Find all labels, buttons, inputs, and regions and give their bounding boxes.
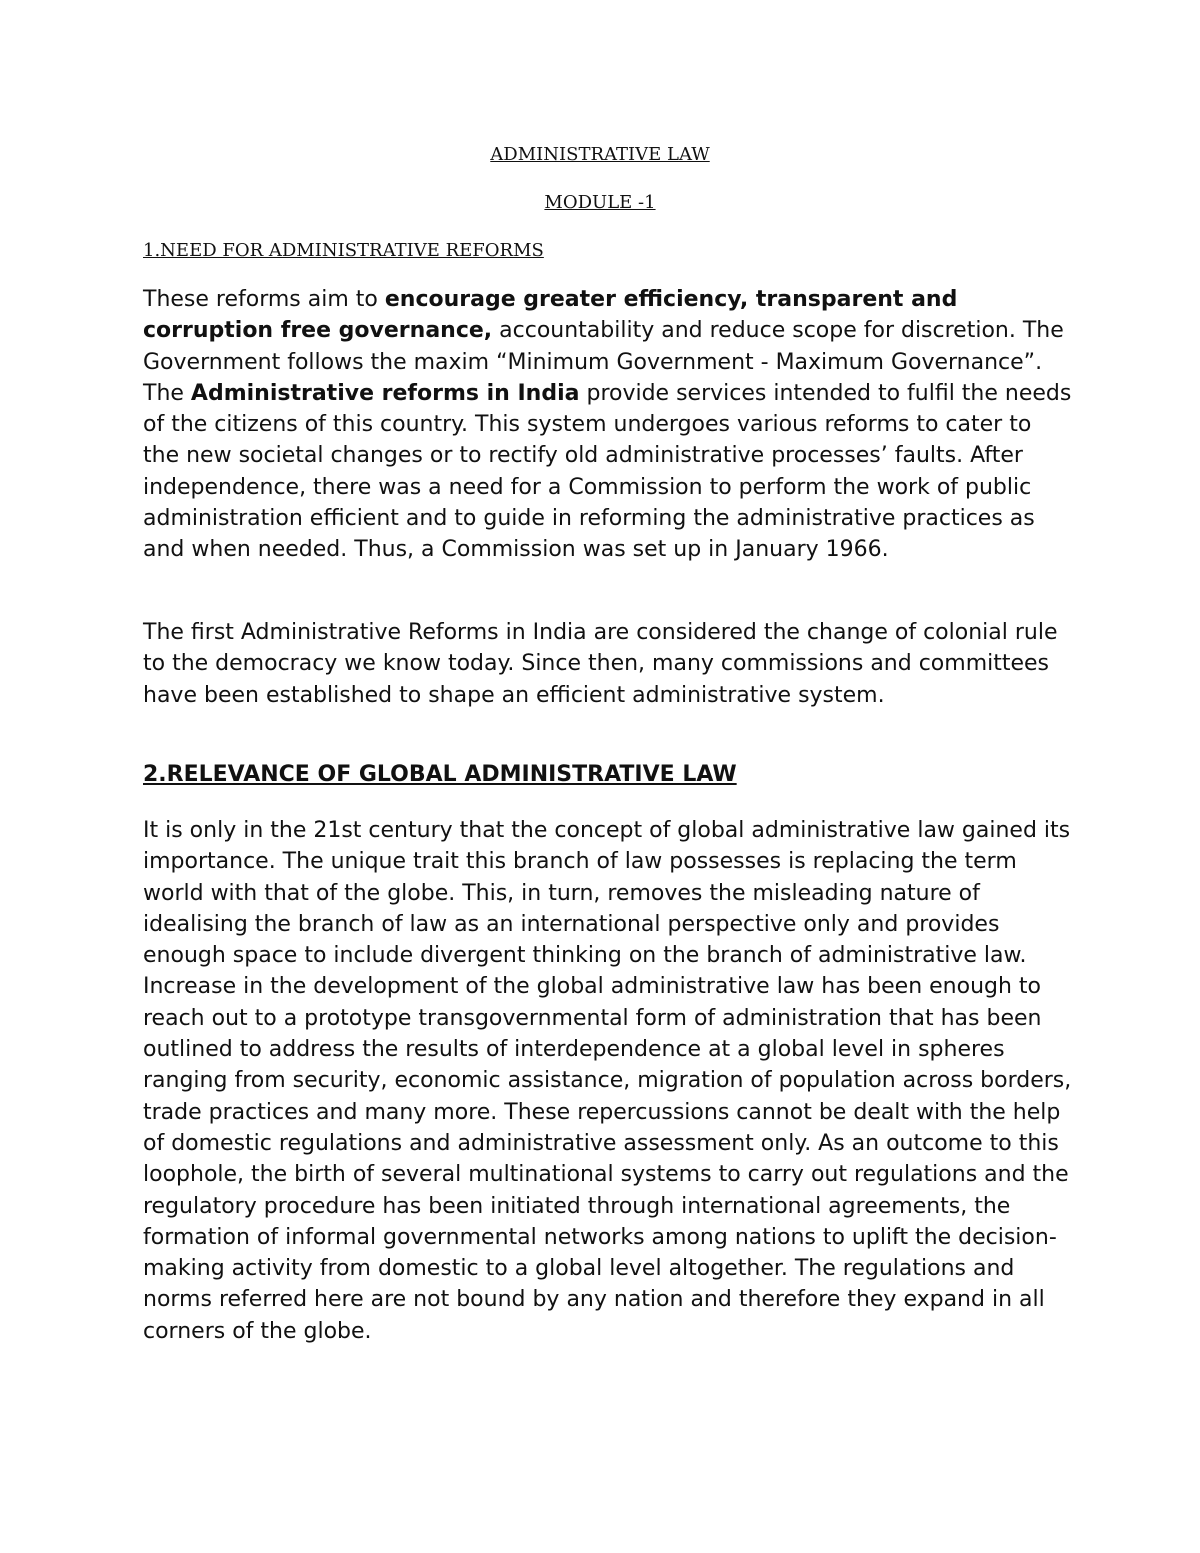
section-1-heading: 1.NEED FOR ADMINISTRATIVE REFORMS: [143, 240, 544, 261]
p1-bold-1: encourage greater efficiency, transparent and corruption free governance,: [143, 287, 958, 344]
p1-text-3: provide services intended to fulfil the needs of the citizens of this country. This system undergoes various reforms to cater to the new societal changes or to rectify old administrative processes’ faults. After independence, there was a need for a Commission to perform the work of public administration efficient and to guide in reforming the administrative practices as and when needed. Thus, a Commission was set up in January 1966.: [143, 380, 1072, 563]
module-heading: MODULE -1: [544, 192, 656, 213]
section-2-heading: 2.RELEVANCE OF GLOBAL ADMINISTRATIVE LAW: [143, 762, 737, 787]
section-2-paragraph-1: It is only in the 21st century that the concept of global administrative law gained its importance. The unique trait this branch of law possesses is replacing the term world with that of the globe. This, in turn, removes the misleading nature of idealising the branch of law as an international perspective only and provides enough space to include divergent thinking on the branch of administrative law. Increase in the development of the global administrative law has been enough to reach out to a prototype transgovernmental form of administration that has been outlined to address the results of interdependence at a global level in spheres ranging from security, economic assistance, migration of population across borders, trade practices and many more. These repercussions cannot be dealt with the help of domestic regulations and administrative assessment only. As an outcome to this loophole, the birth of several multinational systems to carry out regulations and the regulatory procedure has been initiated through international agreements, the formation of informal governmental networks among nations to uplift the decision-making activity from domestic to a global level altogether. The regulations and norms referred here are not bound by any nation and therefore they expand in all corners of the globe.: [143, 818, 1072, 1344]
section-1-paragraph-2: The first Administrative Reforms in India are considered the change of colonial rule to the democracy we know today. Since then, many commissions and committees have been established to shape an efficient administrative system.: [143, 620, 1058, 708]
p1-text-1: These reforms aim to: [143, 287, 385, 312]
p1-text-2: accountability and reduce scope for discretion. The Government follows the maxim “Minimum Government - Maximum Governance”. The: [143, 318, 1064, 406]
p1-bold-2: Administrative reforms in India: [190, 380, 580, 406]
document-title: ADMINISTRATIVE LAW: [490, 144, 710, 165]
section-1-paragraph-1: [143, 284, 1073, 566]
